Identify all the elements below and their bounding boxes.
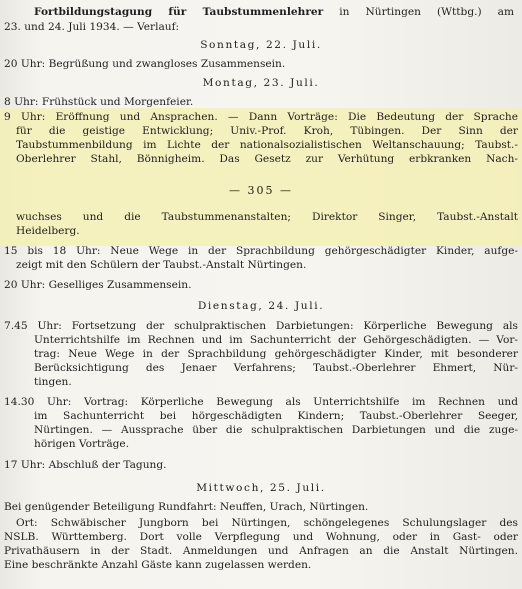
tuesday-entry-1-line-5: tingen.	[34, 376, 72, 388]
tuesday-entry-2-line-3: Nürtingen. — Aussprache über die schulpraktischen Darbietungen und die zuge-	[34, 424, 518, 436]
monday-entry-2-cont-2: Heidelberg.	[16, 225, 80, 237]
wednesday-heading: Mittwoch, 25. Juli.	[196, 482, 326, 494]
tuesday-entry-1-line-4: Berücksichtigung des Jenaer Verfahrens; Taubst.-Oberlehrer Ehmert, Nür-	[34, 362, 518, 374]
tuesday-entry-2-line-4: hörigen Vorträge.	[34, 438, 130, 450]
wednesday-line-1: Bei genügender Beteiligung Rundfahrt: Neuffen, Urach, Nürtingen.	[4, 501, 369, 513]
sunday-entry: 20 Uhr: Begrüßung und zwangloses Zusammensein.	[4, 58, 286, 70]
sunday-heading: Sonntag, 22. Juli.	[200, 39, 322, 51]
monday-entry-4: 20 Uhr: Geselliges Zusammensein.	[4, 279, 192, 291]
tuesday-entry-1-line-3: trag: Neue Wege in der Sprachbildung gehörgeschädigter Kinder, mit besonderer	[34, 348, 518, 360]
header-line-2: 23. und 24. Juli 1934. — Verlauf:	[4, 21, 180, 33]
tuesday-entry-2-line-1: 14.30 Uhr: Vortrag: Körperliche Bewegung als Unterrichtshilfe im Rechnen und	[4, 396, 518, 408]
monday-entry-2-line-1: 9 Uhr: Eröffnung und Ansprachen. — Dann Vorträge: Die Bedeutung der Sprache	[4, 111, 518, 123]
wednesday-line-5: Eine beschränkte Anzahl Gäste kann zugelassen werden.	[4, 559, 312, 571]
tuesday-heading: Dienstag, 24. Juli.	[197, 300, 325, 312]
tuesday-entry-1-line-1: 7.45 Uhr: Fortsetzung der schulpraktischen Darbietungen: Körperliche Bewegung als	[4, 320, 518, 332]
monday-entry-2-cont-1: wuchses und die Taubstummenanstalten; Direktor Singer, Taubst.-Anstalt	[16, 211, 518, 223]
header-title: Fortbildungstagung für Taubstummenlehrer	[34, 6, 324, 18]
tuesday-entry-1-line-2: Unterrichtshilfe im Rechnen und im Sachunterricht der Gehörgeschädigten. — Vor-	[34, 334, 518, 346]
header-title-rest: in Nürtingen (Wttbg.) am	[339, 6, 514, 18]
monday-entry-1: 8 Uhr: Frühstück und Morgenfeier.	[4, 96, 194, 108]
wednesday-line-2: Ort: Schwäbischer Jungborn bei Nürtingen, schöngelegenes Schulungslager des	[16, 517, 518, 529]
monday-entry-2-line-2: für die geistige Entwicklung; Univ.-Prof. Kroh, Tübingen. Der Sinn der	[16, 125, 518, 137]
wednesday-line-4: Privathäusern in der Stadt. Anmeldungen und Anfragen an die Anstalt Nürtingen.	[4, 545, 518, 557]
tuesday-entry-2-line-2: im Sachunterricht bei hörgeschädigten Kindern; Taubst.-Oberlehrer Seeger,	[34, 410, 518, 422]
monday-entry-2-line-3: Taubstummenbildung im Lichte der nationalsozialistischen Weltanschauung; Taubst.-	[16, 139, 518, 151]
tuesday-entry-3: 17 Uhr: Abschluß der Tagung.	[4, 459, 167, 471]
wednesday-line-3: NSLB. Württemberg. Dort volle Verpflegung und Wohnung, oder in Gast- oder	[4, 531, 518, 543]
monday-entry-3-line-1: 15 bis 18 Uhr: Neue Wege in der Sprachbildung gehörgeschädigter Kinder, aufge-	[4, 245, 518, 257]
page-number: — 305 —	[229, 184, 293, 197]
monday-entry-2-line-4: Oberlehrer Stahl, Bönnigheim. Das Gesetz zur Verhütung erbkranken Nach-	[16, 153, 518, 165]
header-line-1	[34, 6, 514, 19]
monday-entry-3-line-2: zeigt mit den Schülern der Taubst.-Anstalt Nürtingen.	[16, 259, 307, 271]
monday-heading: Montag, 23. Juli.	[202, 77, 320, 89]
